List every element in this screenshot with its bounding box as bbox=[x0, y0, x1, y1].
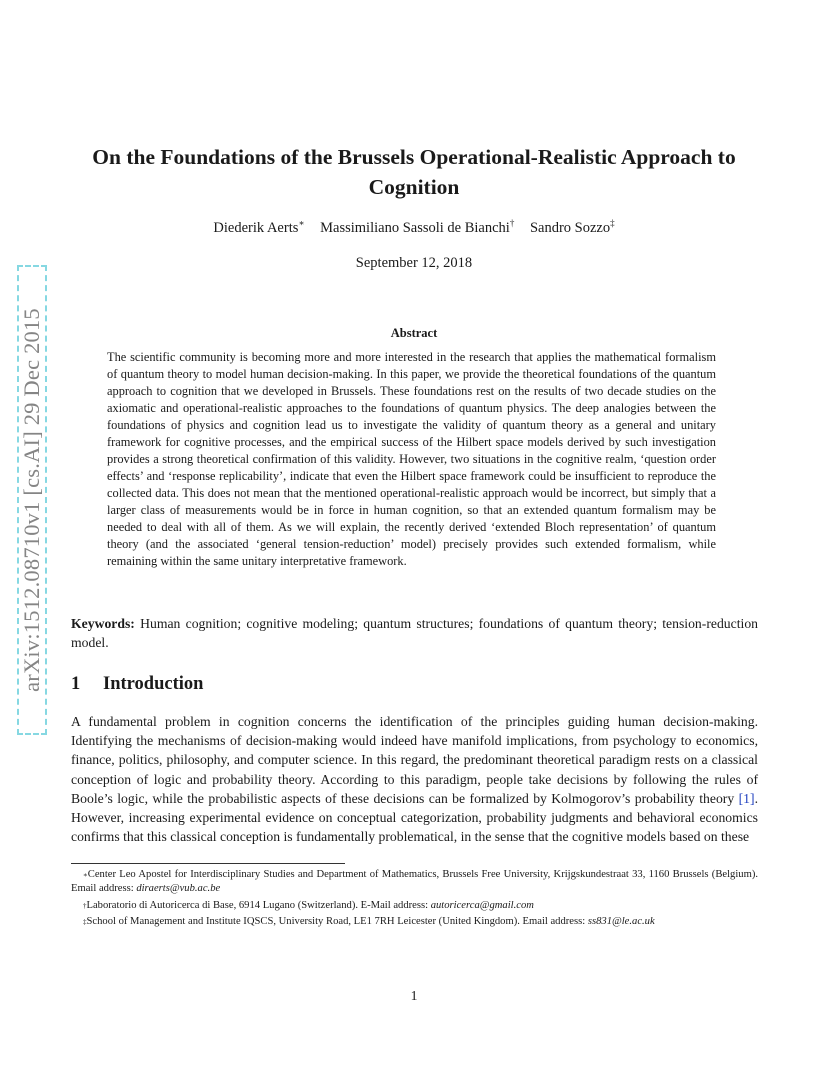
paper-date: September 12, 2018 bbox=[355, 255, 473, 271]
author-name: Massimiliano Sassoli de Bianchi bbox=[320, 220, 510, 236]
footnote-mark: ‡ bbox=[610, 218, 615, 228]
intro-text: . However, increasing experimental evidence on conceptual categorization, probability judgments and behavioral economics confirms that this classical conception is fundamentally problematical, in the sense that the cognitive models based on these bbox=[71, 790, 758, 845]
email-address: ss831@le.ac.uk bbox=[587, 915, 655, 927]
arxiv-identifier: arXiv:1512.08710v1 [cs.AI] 29 Dec 2015 bbox=[19, 308, 44, 692]
email-address: diraerts@vub.ac.be bbox=[136, 883, 221, 895]
author-list bbox=[60, 220, 768, 237]
abstract-text: The scientific community is becoming more and more interested in the research that applies the mathematical formalism of quantum theory to model human decision-making. In this paper, we provide the theoretical foundations of the quantum approach to cognition that we developed in Brussels. These foundations rest on the results of two decade studies on the axiomatic and operational-realistic approaches to the foundations of quantum physics. The deep analogies between the foundations of physics and cognition lead us to investigate the validity of quantum theory as a general and unitary framework for cognitive processes, and the empirical success of the Hilbert space models derived by such investigation provides a strong theoretical confirmation of this validity. However, two situations in the cognitive realm, ‘question order effects’ and ‘response replicability’, indicate that even the Hilbert space framework could be insufficient to reproduce the collected data. This does not mean that the mentioned operational-realistic approach would be incorrect, but simply that a larger class of measurements would be in force in human cognition, so that an extended quantum formalism may be needed to deal with all of them. As we will explain, the recently derived ‘extended Bloch representation’ of quantum theory (and the associated ‘general tension-reduction’ model) precisely provides such extended formalism, while remaining within the same unitary interpretative framework. bbox=[107, 350, 716, 568]
footnote bbox=[71, 915, 758, 929]
email-address: autoricerca@gmail.com bbox=[430, 899, 534, 911]
footnote-text: Laboratorio di Autoricerca di Base, 6914 Lugano (Switzerland). E-Mail address: bbox=[86, 899, 431, 911]
author-name: Diederik Aerts bbox=[213, 220, 299, 236]
section-heading bbox=[71, 674, 203, 695]
footnote bbox=[71, 899, 758, 913]
author bbox=[213, 220, 304, 236]
page-number: 1 bbox=[410, 988, 418, 1003]
section-number: 1 bbox=[71, 674, 81, 694]
paper-title: On the Foundations of the Brussels Operational-Realistic Approach to Cognition bbox=[92, 145, 736, 199]
author bbox=[320, 220, 514, 236]
footnote-mark: ∗ bbox=[298, 218, 305, 228]
footnote-text: School of Management and Institute IQSCS, University Road, LE1 7RH Leicester (United Kingdom). Email address: bbox=[86, 915, 588, 927]
keywords bbox=[71, 614, 758, 652]
footnote bbox=[71, 868, 758, 897]
keywords-label: Keywords: bbox=[71, 616, 135, 631]
citation-link[interactable]: [1] bbox=[738, 790, 755, 806]
author bbox=[530, 220, 615, 236]
footnotes bbox=[71, 868, 758, 931]
abstract-heading: Abstract bbox=[390, 326, 438, 340]
author-name: Sandro Sozzo bbox=[529, 220, 611, 236]
section-title: Introduction bbox=[103, 674, 204, 694]
intro-paragraph bbox=[71, 712, 758, 846]
footnote-mark: ‡ bbox=[83, 917, 87, 926]
footnote-mark: † bbox=[509, 218, 515, 228]
keywords-text: Human cognition; cognitive modeling; quantum structures; foundations of quantum theory; tension-reduction model. bbox=[71, 616, 759, 650]
footnote-mark: † bbox=[83, 901, 87, 910]
footnote-divider bbox=[71, 863, 345, 864]
arxiv-stamp bbox=[17, 265, 47, 735]
intro-text: A fundamental problem in cognition concerns the identification of the principles guiding human decision-making. Identifying the mechanisms of decision-making would indeed have manifold implications, from psychology to economics, finance, politics, philosophy, and computer science. In this regard, the predominant theoretical paradigm rests on a classical conception of logic and probability theory. According to this paradigm, people take decisions by following the rules of Boole’s logic, while the probabilistic aspects of these decisions can be formalized by Kolmogorov’s probability theory bbox=[71, 714, 758, 806]
footnote-mark: ∗ bbox=[83, 871, 88, 879]
footnote-text: Center Leo Apostel for Interdisciplinary Studies and Department of Mathematics, Brussels Free University, Krijgskundestraat 33, 1160 Brussels (Belgium). Email address: bbox=[71, 869, 758, 895]
